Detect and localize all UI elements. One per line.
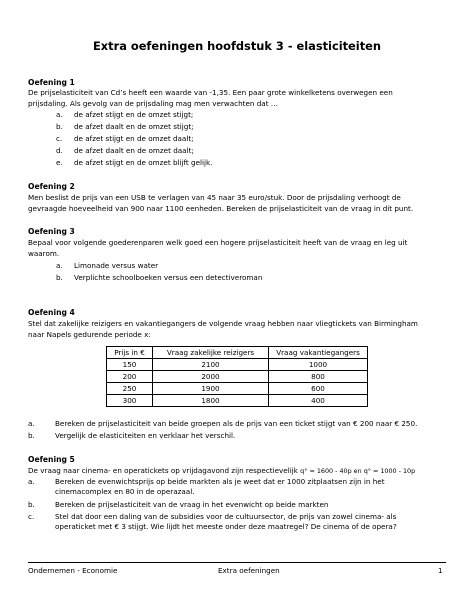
demand-formula: q° = 1600 - 40p en q° = 1000 - 10p	[300, 467, 416, 475]
question-text: Bereken de evenwichtsprijs op beide markten als je weet dat er 1000 zitplaatsen zijn in het	[55, 477, 385, 486]
table-cell: 800	[269, 371, 368, 383]
option-label: c.	[56, 134, 63, 143]
question-label: b.	[28, 431, 35, 440]
question-label: b.	[28, 500, 35, 509]
footer-left: Ondernemen - Economie	[28, 566, 118, 575]
option-text: de afzet stijgt en de omzet stijgt;	[74, 110, 194, 119]
option-text: Verplichte schoolboeken versus een detectiveroman	[74, 273, 263, 282]
footer-divider	[28, 562, 446, 563]
table-cell: 250	[107, 383, 153, 395]
exercise-1-text-line-1: De prijselasticiteit van Cd’s heeft een waarde van -1,35. Een paar grote winkelketens overwegen een	[28, 88, 393, 97]
question-text: Bereken de prijselasticiteit van de vraag in het evenwicht op beide markten	[55, 500, 329, 509]
exercise-1-heading: Oefening 1	[28, 78, 75, 87]
exercise-3-heading: Oefening 3	[28, 227, 75, 236]
table-cell: 2000	[153, 371, 269, 383]
table-header-row	[107, 347, 368, 359]
option-text: Limonade versus water	[74, 261, 159, 270]
demand-table	[106, 346, 368, 407]
table-header-price: Prijs in €	[107, 347, 153, 359]
option-label: e.	[56, 158, 63, 167]
question-label: c.	[28, 512, 35, 521]
question-text: Bereken de prijselasticiteit van beide groepen als de prijs van een ticket stijgt van € 200 naar € 250.	[55, 419, 418, 428]
table-cell: 300	[107, 395, 153, 407]
exercise-3-text-line-1: Bepaal voor volgende goederenparen welk goed een hogere prijselasticiteit heeft van de vraag en leg uit	[28, 238, 408, 247]
question-text-continued: cinemacomplex en 80 in de operazaal.	[55, 487, 195, 496]
question-text-continued: operaticket met € 3 stijgt. Wie lijdt het meeste onder deze maatregel? De cinema of de opera?	[55, 522, 397, 531]
table-cell: 1800	[153, 395, 269, 407]
table-cell: 150	[107, 359, 153, 371]
table-cell: 200	[107, 371, 153, 383]
table-header-holiday-demand: Vraag vakantiegangers	[269, 347, 368, 359]
table-cell: 1900	[153, 383, 269, 395]
exercise-2-text-line-1: Men beslist de prijs van een USB te verlagen van 45 naar 35 euro/stuk. Door de prijsdaling verhoogt de	[28, 193, 401, 202]
table-cell: 2100	[153, 359, 269, 371]
question-text: Stel dat door een daling van de subsidies voor de cultuursector, de prijs van zowel cinema- als	[55, 512, 397, 521]
exercise-4-text-line-1: Stel dat zakelijke reizigers en vakantiegangers de volgende vraag hebben naar vliegtickets van Birmingham	[28, 319, 418, 328]
exercise-2-heading: Oefening 2	[28, 182, 75, 191]
exercise-4-text-line-2: naar Napels gedurende periode x:	[28, 330, 151, 339]
option-label: b.	[56, 122, 63, 131]
question-label: a.	[28, 419, 35, 428]
option-label: a.	[56, 261, 63, 270]
exercise-5-heading: Oefening 5	[28, 455, 75, 464]
table-row	[107, 383, 368, 395]
footer-center: Extra oefeningen	[218, 566, 280, 575]
option-label: b.	[56, 273, 63, 282]
option-text: de afzet stijgt en de omzet blijft gelijk.	[74, 158, 213, 167]
table-row	[107, 359, 368, 371]
footer-page-number: 1	[438, 566, 443, 575]
exercise-3-text-line-2: waarom.	[28, 249, 60, 258]
option-label: d.	[56, 146, 63, 155]
option-label: a.	[56, 110, 63, 119]
page-title: Extra oefeningen hoofdstuk 3 - elasticiteiten	[93, 39, 381, 53]
table-row	[107, 371, 368, 383]
exercise-5-intro: De vraag naar cinema- en operatickets op vrijdagavond zijn respectievelijk	[28, 466, 301, 475]
question-text: Vergelijk de elasticiteiten en verklaar het verschil.	[55, 431, 236, 440]
table-cell: 600	[269, 383, 368, 395]
exercise-5-text-line-1	[28, 466, 415, 476]
table-header-business-demand: Vraag zakelijke reizigers	[153, 347, 269, 359]
table-row	[107, 395, 368, 407]
exercise-4-heading: Oefening 4	[28, 308, 75, 317]
exercise-2-text-line-2: gevraagde hoeveelheid van 900 naar 1100 eenheden. Bereken de prijselasticiteit van de vraag in dit punt.	[28, 204, 414, 213]
option-text: de afzet daalt en de omzet daalt;	[74, 146, 194, 155]
question-label: a.	[28, 477, 35, 486]
option-text: de afzet daalt en de omzet stijgt;	[74, 122, 194, 131]
exercise-1-text-line-2: prijsdaling. Als gevolg van de prijsdaling mag men verwachten dat …	[28, 99, 278, 108]
table-cell: 400	[269, 395, 368, 407]
option-text: de afzet stijgt en de omzet daalt;	[74, 134, 194, 143]
table-cell: 1000	[269, 359, 368, 371]
